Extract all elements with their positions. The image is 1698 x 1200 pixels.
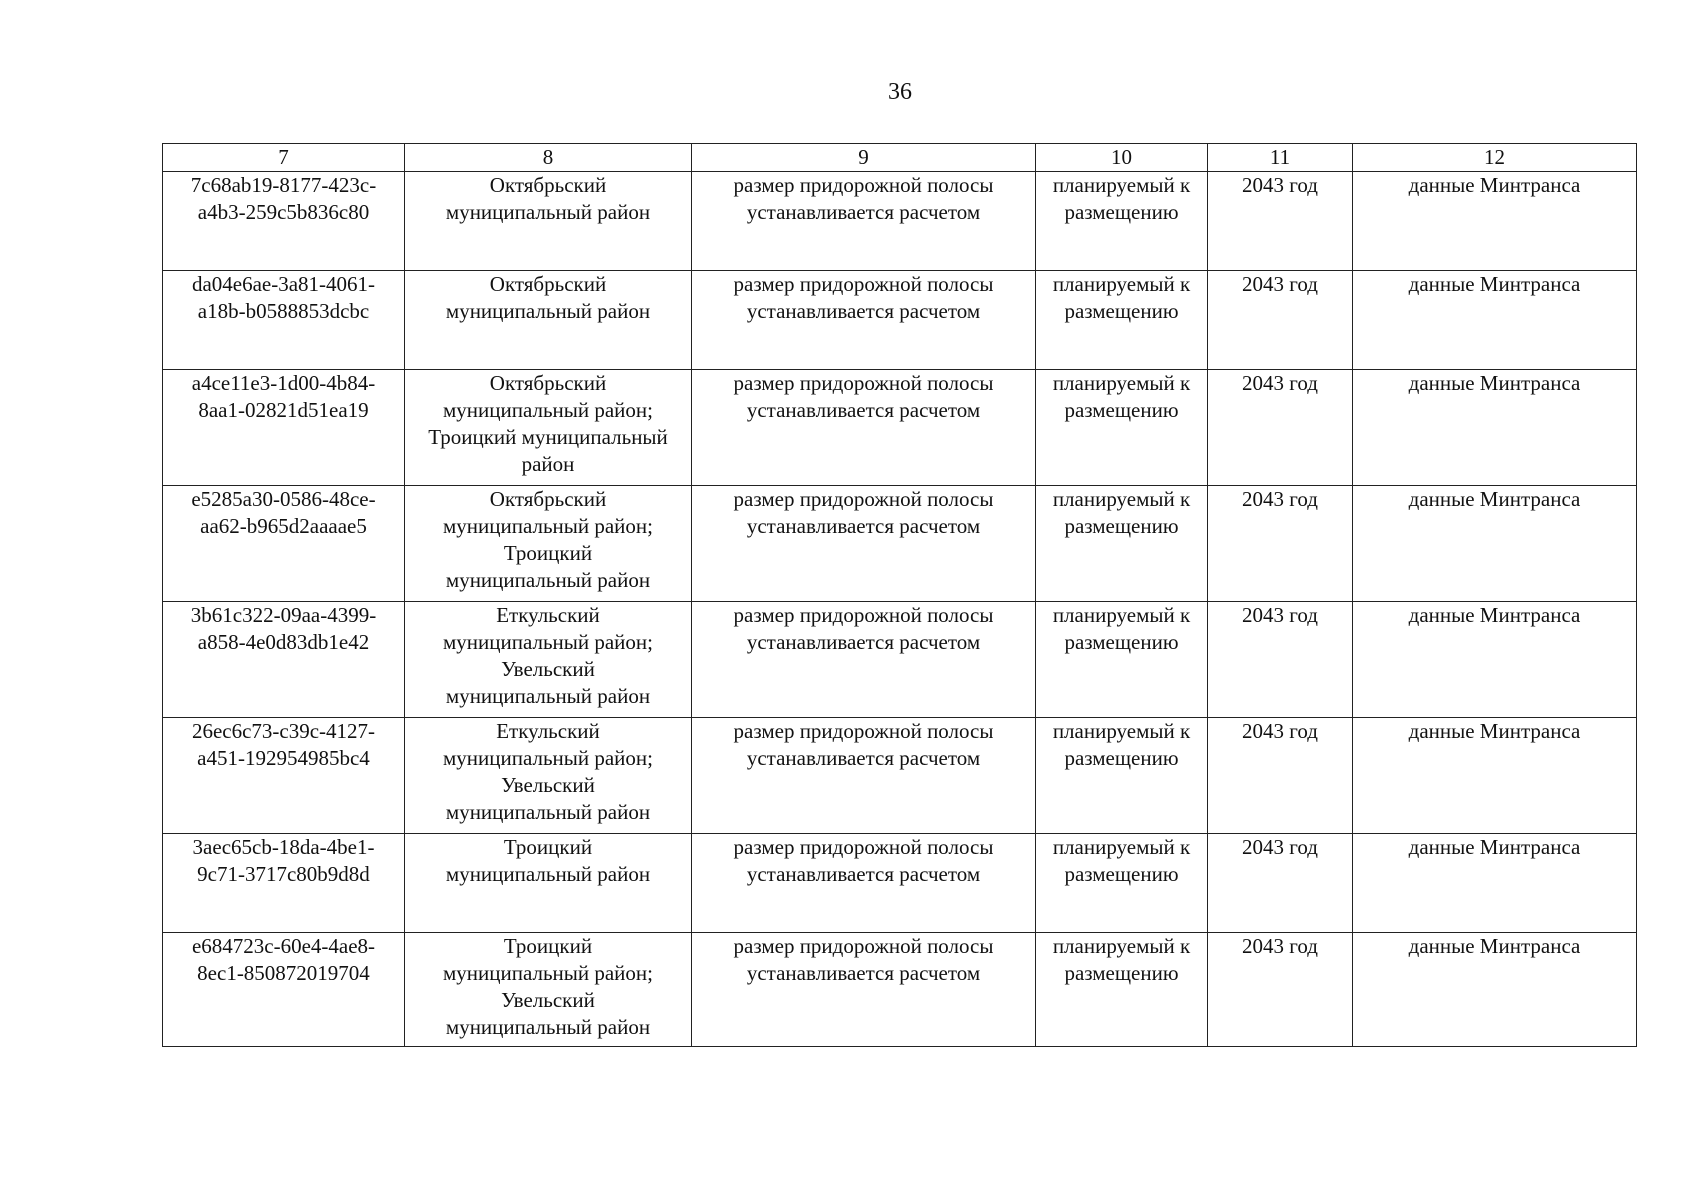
- table-row: [163, 271, 1637, 370]
- source-cell: данные Минтранса: [1353, 370, 1637, 486]
- page-number: 36: [888, 79, 912, 105]
- size-cell: размер придорожной полосы устанавливается расчетом: [692, 172, 1036, 271]
- district-cell: Еткульский муниципальный район; Увельский муниципальный район: [405, 602, 692, 718]
- year-cell: 2043 год: [1208, 172, 1353, 271]
- column-header: 12: [1353, 144, 1637, 172]
- column-header: 8: [405, 144, 692, 172]
- object-id-cell: 3aec65cb-18da-4be1- 9c71-3717c80b9d8d: [163, 834, 405, 933]
- object-id-cell: e684723c-60e4-4ae8- 8ec1-850872019704: [163, 933, 405, 1047]
- table-row: [163, 602, 1637, 718]
- year-cell: 2043 год: [1208, 933, 1353, 1047]
- district-cell: Октябрьский муниципальный район; Троицкий муниципальный район: [405, 486, 692, 602]
- column-header: 10: [1036, 144, 1208, 172]
- source-cell: данные Минтранса: [1353, 486, 1637, 602]
- district-cell: Октябрьский муниципальный район: [405, 172, 692, 271]
- district-cell: Троицкий муниципальный район; Увельский муниципальный район: [405, 933, 692, 1047]
- size-cell: размер придорожной полосы устанавливается расчетом: [692, 718, 1036, 834]
- source-cell: данные Минтранса: [1353, 271, 1637, 370]
- year-cell: 2043 год: [1208, 271, 1353, 370]
- size-cell: размер придорожной полосы устанавливается расчетом: [692, 933, 1036, 1047]
- year-cell: 2043 год: [1208, 718, 1353, 834]
- size-cell: размер придорожной полосы устанавливается расчетом: [692, 370, 1036, 486]
- size-cell: размер придорожной полосы устанавливается расчетом: [692, 602, 1036, 718]
- district-cell: Троицкий муниципальный район: [405, 834, 692, 933]
- table-row: [163, 933, 1637, 1047]
- size-cell: размер придорожной полосы устанавливается расчетом: [692, 486, 1036, 602]
- source-cell: данные Минтранса: [1353, 933, 1637, 1047]
- status-cell: планируемый к размещению: [1036, 486, 1208, 602]
- status-cell: планируемый к размещению: [1036, 834, 1208, 933]
- object-id-cell: da04e6ae-3a81-4061- a18b-b0588853dcbc: [163, 271, 405, 370]
- table-row: [163, 834, 1637, 933]
- size-cell: размер придорожной полосы устанавливается расчетом: [692, 271, 1036, 370]
- status-cell: планируемый к размещению: [1036, 933, 1208, 1047]
- source-cell: данные Минтранса: [1353, 172, 1637, 271]
- year-cell: 2043 год: [1208, 370, 1353, 486]
- status-cell: планируемый к размещению: [1036, 370, 1208, 486]
- object-id-cell: a4ce11e3-1d00-4b84- 8aa1-02821d51ea19: [163, 370, 405, 486]
- year-cell: 2043 год: [1208, 486, 1353, 602]
- column-header: 7: [163, 144, 405, 172]
- status-cell: планируемый к размещению: [1036, 172, 1208, 271]
- status-cell: планируемый к размещению: [1036, 602, 1208, 718]
- year-cell: 2043 год: [1208, 834, 1353, 933]
- district-cell: Еткульский муниципальный район; Увельский муниципальный район: [405, 718, 692, 834]
- status-cell: планируемый к размещению: [1036, 271, 1208, 370]
- district-cell: Октябрьский муниципальный район: [405, 271, 692, 370]
- district-cell: Октябрьский муниципальный район; Троицкий муниципальный район: [405, 370, 692, 486]
- column-header: 11: [1208, 144, 1353, 172]
- table-row: [163, 718, 1637, 834]
- data-table: [162, 143, 1637, 1047]
- status-cell: планируемый к размещению: [1036, 718, 1208, 834]
- size-cell: размер придорожной полосы устанавливается расчетом: [692, 834, 1036, 933]
- object-id-cell: 3b61c322-09aa-4399- a858-4e0d83db1e42: [163, 602, 405, 718]
- source-cell: данные Минтранса: [1353, 834, 1637, 933]
- table-row: [163, 172, 1637, 271]
- table-header-row: [163, 144, 1637, 172]
- object-id-cell: 26ec6c73-c39c-4127- a451-192954985bc4: [163, 718, 405, 834]
- year-cell: 2043 год: [1208, 602, 1353, 718]
- source-cell: данные Минтранса: [1353, 602, 1637, 718]
- source-cell: данные Минтранса: [1353, 718, 1637, 834]
- table-row: [163, 370, 1637, 486]
- object-id-cell: 7c68ab19-8177-423c- a4b3-259c5b836c80: [163, 172, 405, 271]
- object-id-cell: e5285a30-0586-48ce- aa62-b965d2aaaae5: [163, 486, 405, 602]
- table-row: [163, 486, 1637, 602]
- column-header: 9: [692, 144, 1036, 172]
